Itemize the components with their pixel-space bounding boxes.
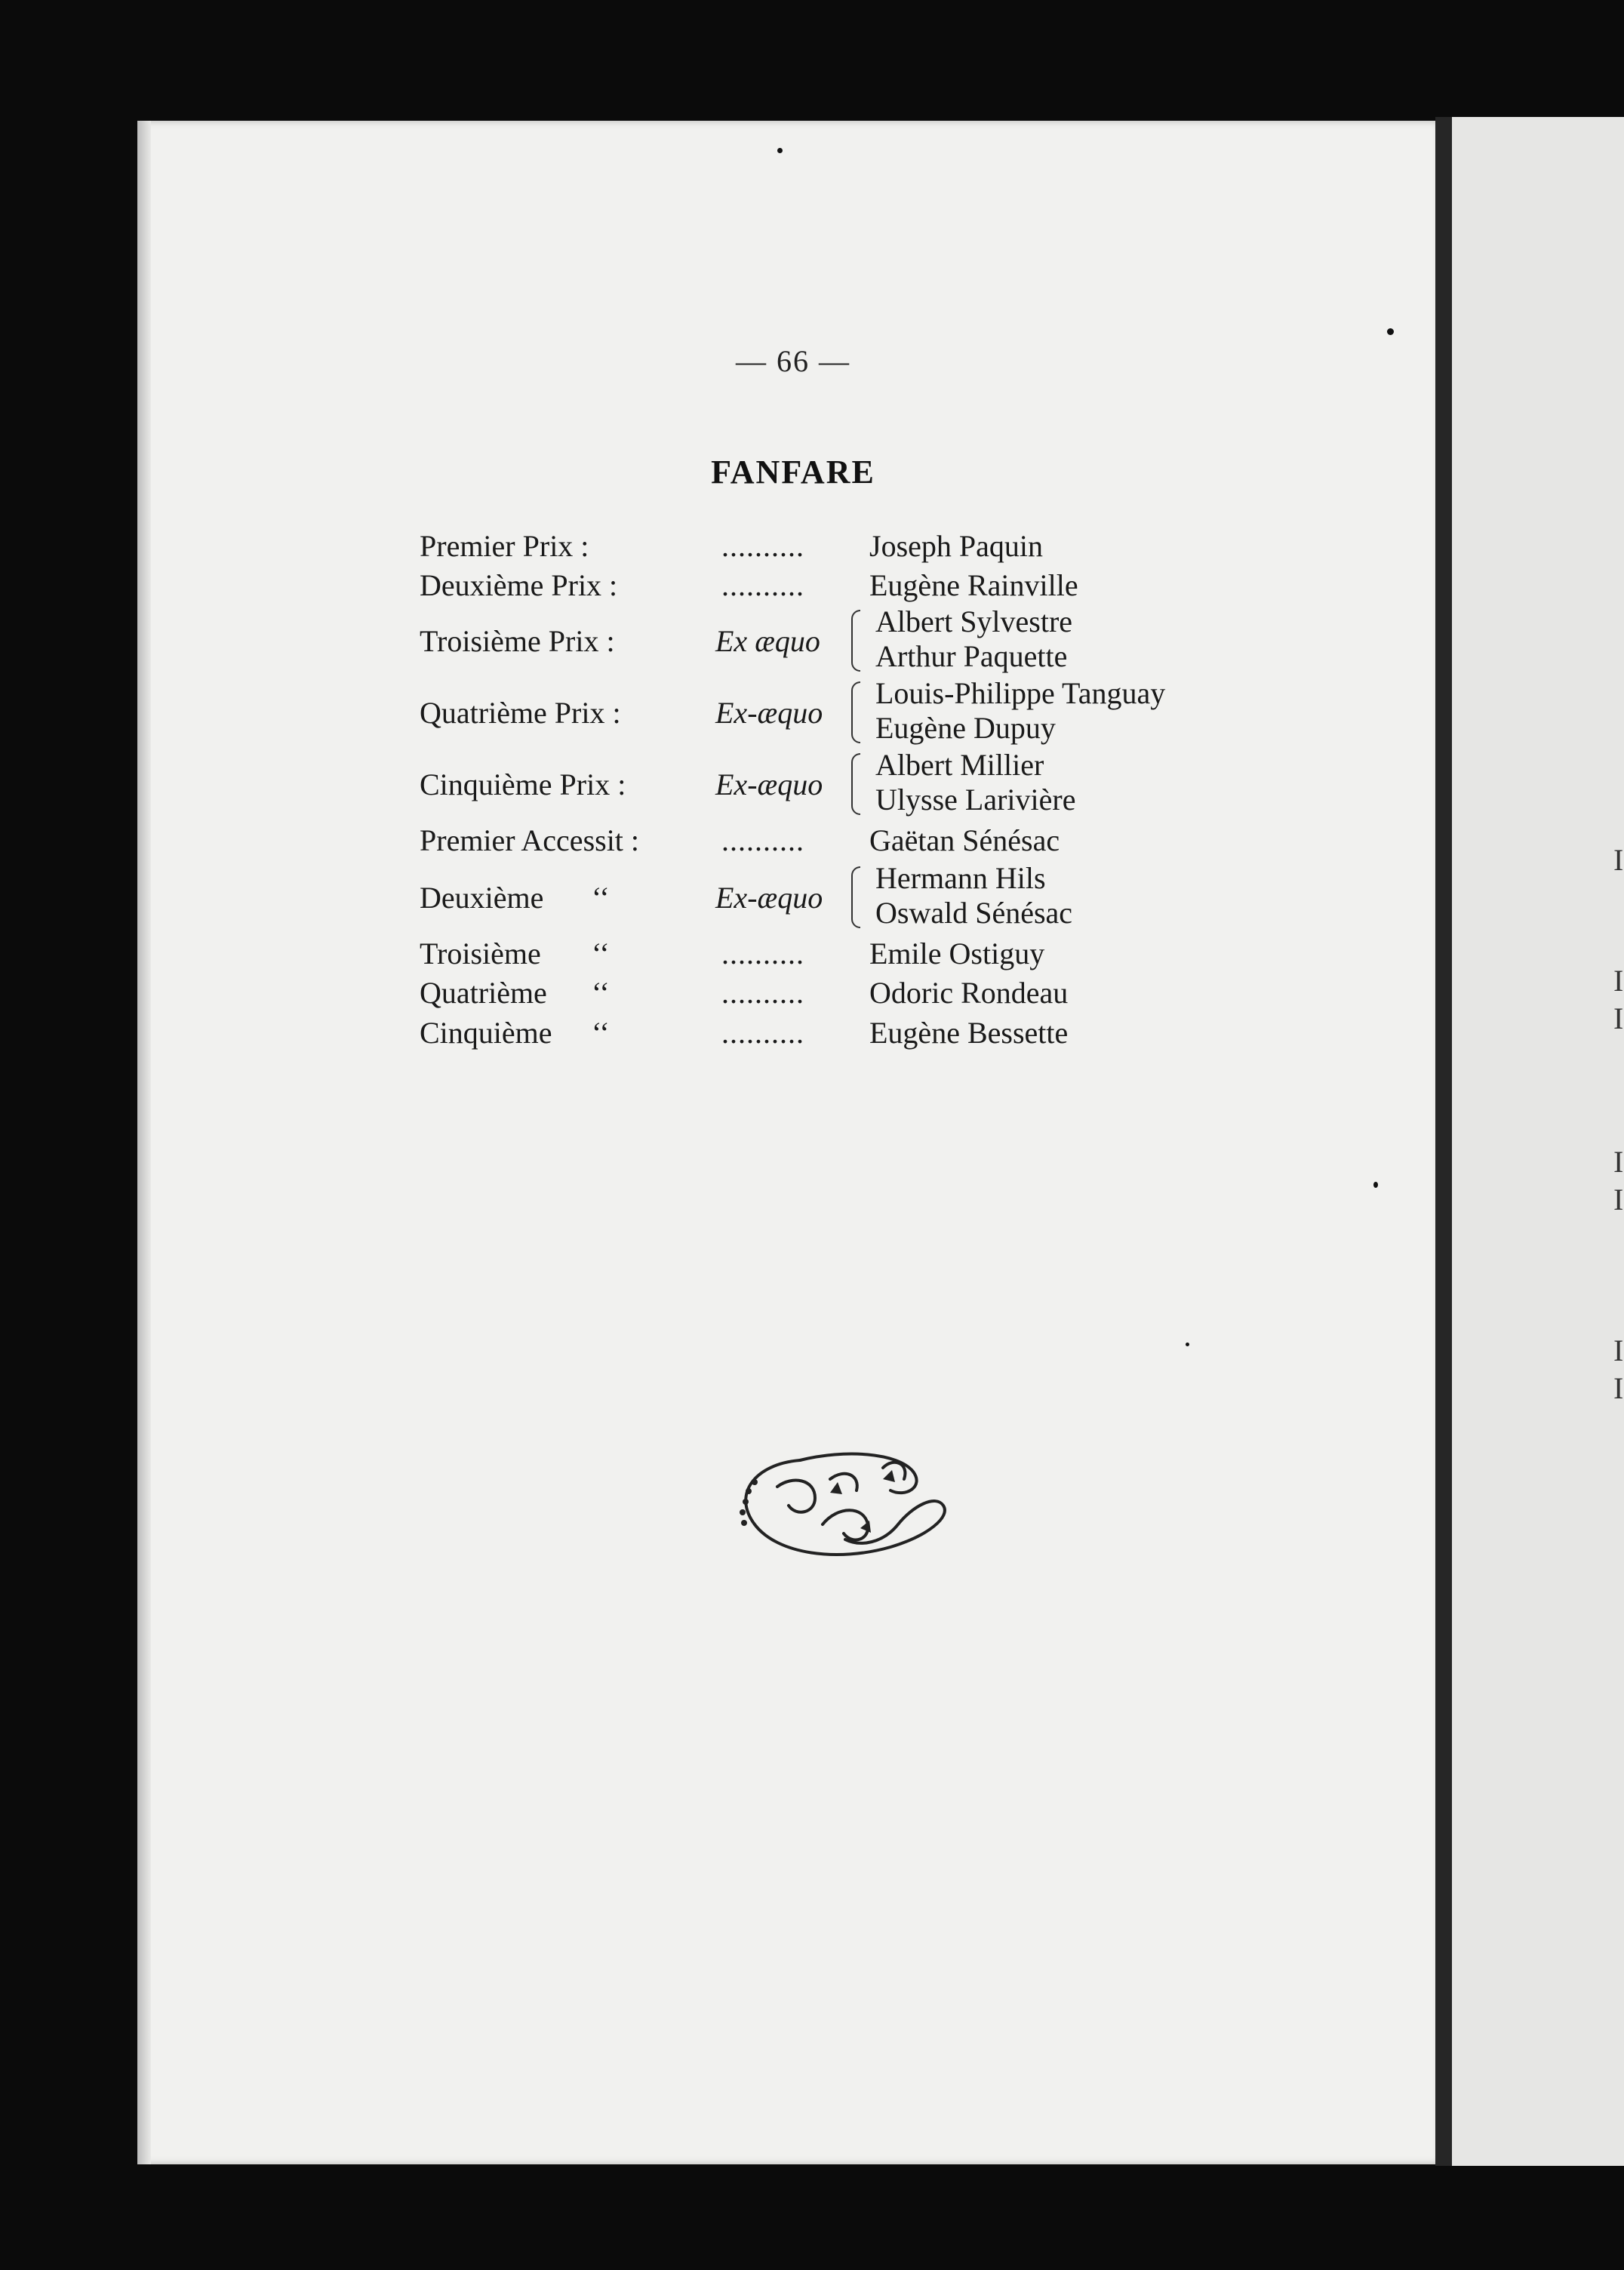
right-page-letter: I	[1613, 964, 1624, 998]
prize-row	[420, 860, 1325, 936]
winner-name: Eugène Dupuy	[875, 711, 1056, 745]
winner-name: Odoric Rondeau	[869, 976, 1069, 1010]
page-edge-shadow	[137, 121, 151, 2164]
winner-name: Oswald Sénésac	[875, 896, 1073, 930]
winner-name: Emile Ostiguy	[869, 937, 1045, 970]
right-page-fragment	[1452, 117, 1624, 2166]
prize-row	[420, 604, 1325, 679]
prize-label: Premier Prix :	[420, 529, 589, 563]
left-page	[137, 121, 1435, 2164]
prize-label: Premier Accessit :	[420, 823, 640, 857]
prize-label: Quatrième	[420, 976, 547, 1010]
prize-label: Deuxième Prix :	[420, 568, 618, 602]
prize-label: Cinquième Prix :	[420, 767, 626, 801]
grouping-brace	[851, 866, 860, 928]
right-page-letter: I	[1613, 1145, 1624, 1179]
speck	[1373, 1182, 1378, 1188]
ex-aequo-label: Ex-æquo	[715, 881, 823, 915]
speck	[777, 148, 783, 153]
ditto-mark: ‘‘	[592, 976, 610, 1010]
prize-row	[420, 747, 1325, 823]
right-page-letter: I	[1613, 1183, 1624, 1217]
dot-leader: ..........	[721, 976, 804, 1010]
right-page-letter: I	[1613, 1333, 1624, 1367]
prize-label: Deuxième	[420, 881, 544, 915]
ditto-mark: ‘‘	[592, 881, 610, 915]
book-gutter	[1435, 117, 1452, 2166]
winner-name: Gaëtan Sénésac	[869, 823, 1060, 857]
winner-name: Arthur Paquette	[875, 639, 1068, 673]
winner-name: Albert Millier	[875, 748, 1044, 782]
section-title: FANFARE	[711, 454, 875, 491]
grouping-brace	[851, 753, 860, 815]
winner-name: Louis-Philippe Tanguay	[875, 676, 1166, 710]
page-number: — 66 —	[736, 344, 850, 378]
winner-name: Eugène Rainville	[869, 568, 1078, 602]
dot-leader: ..........	[721, 568, 804, 602]
dot-leader: ..........	[721, 823, 804, 857]
grouping-brace	[851, 610, 860, 672]
prize-label: Quatrième Prix :	[420, 696, 621, 730]
winner-name: Ulysse Larivière	[875, 783, 1076, 817]
prize-label: Troisième Prix :	[420, 624, 615, 658]
winner-name: Hermann Hils	[875, 861, 1046, 895]
dot-leader: ..........	[721, 1016, 804, 1050]
floral-scroll-ornament-icon	[709, 1434, 966, 1577]
prize-label: Troisième	[420, 937, 541, 970]
winner-name: Albert Sylvestre	[875, 604, 1073, 638]
ditto-mark: ‘‘	[592, 1016, 610, 1050]
dot-leader: ..........	[721, 937, 804, 970]
ex-aequo-label: Ex æquo	[715, 624, 820, 658]
right-page-letter: I	[1613, 843, 1624, 877]
winner-name: Eugène Bessette	[869, 1016, 1069, 1050]
dot-leader: ..........	[721, 529, 804, 563]
grouping-brace	[851, 681, 860, 743]
right-page-letter: I	[1613, 1001, 1624, 1035]
ex-aequo-label: Ex-æquo	[715, 696, 823, 730]
ex-aequo-label: Ex-æquo	[715, 767, 823, 801]
ditto-mark: ‘‘	[592, 937, 610, 970]
speck	[1387, 328, 1394, 335]
prize-row	[420, 675, 1325, 751]
prize-label: Cinquième	[420, 1016, 552, 1050]
winner-name: Joseph Paquin	[869, 529, 1043, 563]
prize-row	[420, 1015, 1325, 1090]
speck	[1186, 1343, 1189, 1346]
right-page-letter: I	[1613, 1371, 1624, 1405]
